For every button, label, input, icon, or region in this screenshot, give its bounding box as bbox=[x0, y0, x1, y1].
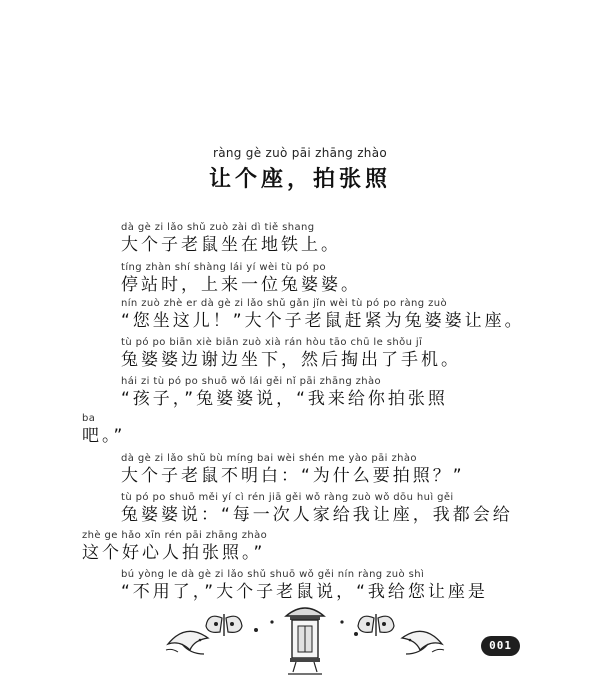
bird-icon bbox=[166, 631, 208, 654]
hanzi-line: 吧。” bbox=[82, 426, 126, 446]
pinyin-line: tù pó po shuō měi yí cì rén jiā gěi wǒ ràng zuò wǒ dōu huì gěi bbox=[121, 492, 454, 503]
text-line-3 bbox=[121, 298, 525, 332]
butterfly-icon bbox=[206, 614, 242, 636]
hanzi-line: 大个子老鼠不明白：“为什么要拍照？” bbox=[121, 466, 465, 486]
pinyin-line: zhè ge hǎo xīn rén pāi zhāng zhào bbox=[82, 530, 268, 541]
text-line-10 bbox=[121, 569, 488, 603]
pinyin-line: ba bbox=[82, 413, 96, 424]
text-line-4 bbox=[121, 337, 461, 371]
pinyin-line: tíng zhàn shí shàng lái yí wèi tù pó po bbox=[121, 262, 327, 273]
hanzi-line: 这个好心人拍张照。” bbox=[82, 543, 266, 563]
hanzi-line: “您坐这儿！”大个子老鼠赶紧为兔婆婆让座。 bbox=[121, 311, 525, 331]
hanzi-line: “孩子，”兔婆婆说，“我来给你拍张照 bbox=[121, 389, 448, 409]
hanzi-line: 大个子老鼠坐在地铁上。 bbox=[121, 235, 341, 255]
pinyin-line: dà gè zi lǎo shǔ zuò zài dì tiě shang bbox=[121, 222, 315, 233]
text-line-1 bbox=[121, 222, 341, 256]
footer-illustration bbox=[160, 600, 450, 690]
text-line-8 bbox=[121, 492, 513, 526]
page-title: 让个座，拍张照 bbox=[208, 167, 391, 192]
pinyin-line: dà gè zi lǎo shǔ bù míng bai wèi shén me yào pāi zhào bbox=[121, 453, 417, 464]
hanzi-line: 兔婆婆边谢边坐下，然后掏出了手机。 bbox=[121, 350, 461, 370]
page-number: 001 bbox=[481, 636, 520, 656]
lantern-icon bbox=[286, 608, 324, 674]
text-line-6 bbox=[82, 413, 125, 447]
hanzi-line: 停站时，上来一位兔婆婆。 bbox=[121, 275, 361, 295]
text-line-5 bbox=[121, 376, 448, 410]
text-line-9 bbox=[82, 530, 267, 564]
pinyin-line: tù pó po biān xiè biān zuò xià rán hòu tāo chū le shǒu jī bbox=[121, 337, 423, 348]
pinyin-line: bú yòng le dà gè zi lǎo shǔ shuō wǒ gěi nín ràng zuò shì bbox=[121, 569, 425, 580]
bird-icon bbox=[402, 631, 444, 654]
hanzi-line: “不用了，”大个子老鼠说，“我给您让座是 bbox=[121, 582, 488, 602]
title-pinyin: ràng gè zuò pāi zhāng zhào bbox=[212, 146, 387, 160]
pinyin-line: hái zi tù pó po shuō wǒ lái gěi nǐ pāi zhāng zhào bbox=[121, 376, 382, 387]
hanzi-line: 兔婆婆说：“每一次人家给我让座，我都会给 bbox=[121, 505, 513, 525]
text-line-2 bbox=[121, 262, 361, 296]
pinyin-line: nín zuò zhè er dà gè zi lǎo shǔ gǎn jǐn wèi tù pó po ràng zuò bbox=[121, 298, 447, 309]
butterfly-icon bbox=[358, 614, 394, 636]
text-line-7 bbox=[121, 453, 465, 487]
